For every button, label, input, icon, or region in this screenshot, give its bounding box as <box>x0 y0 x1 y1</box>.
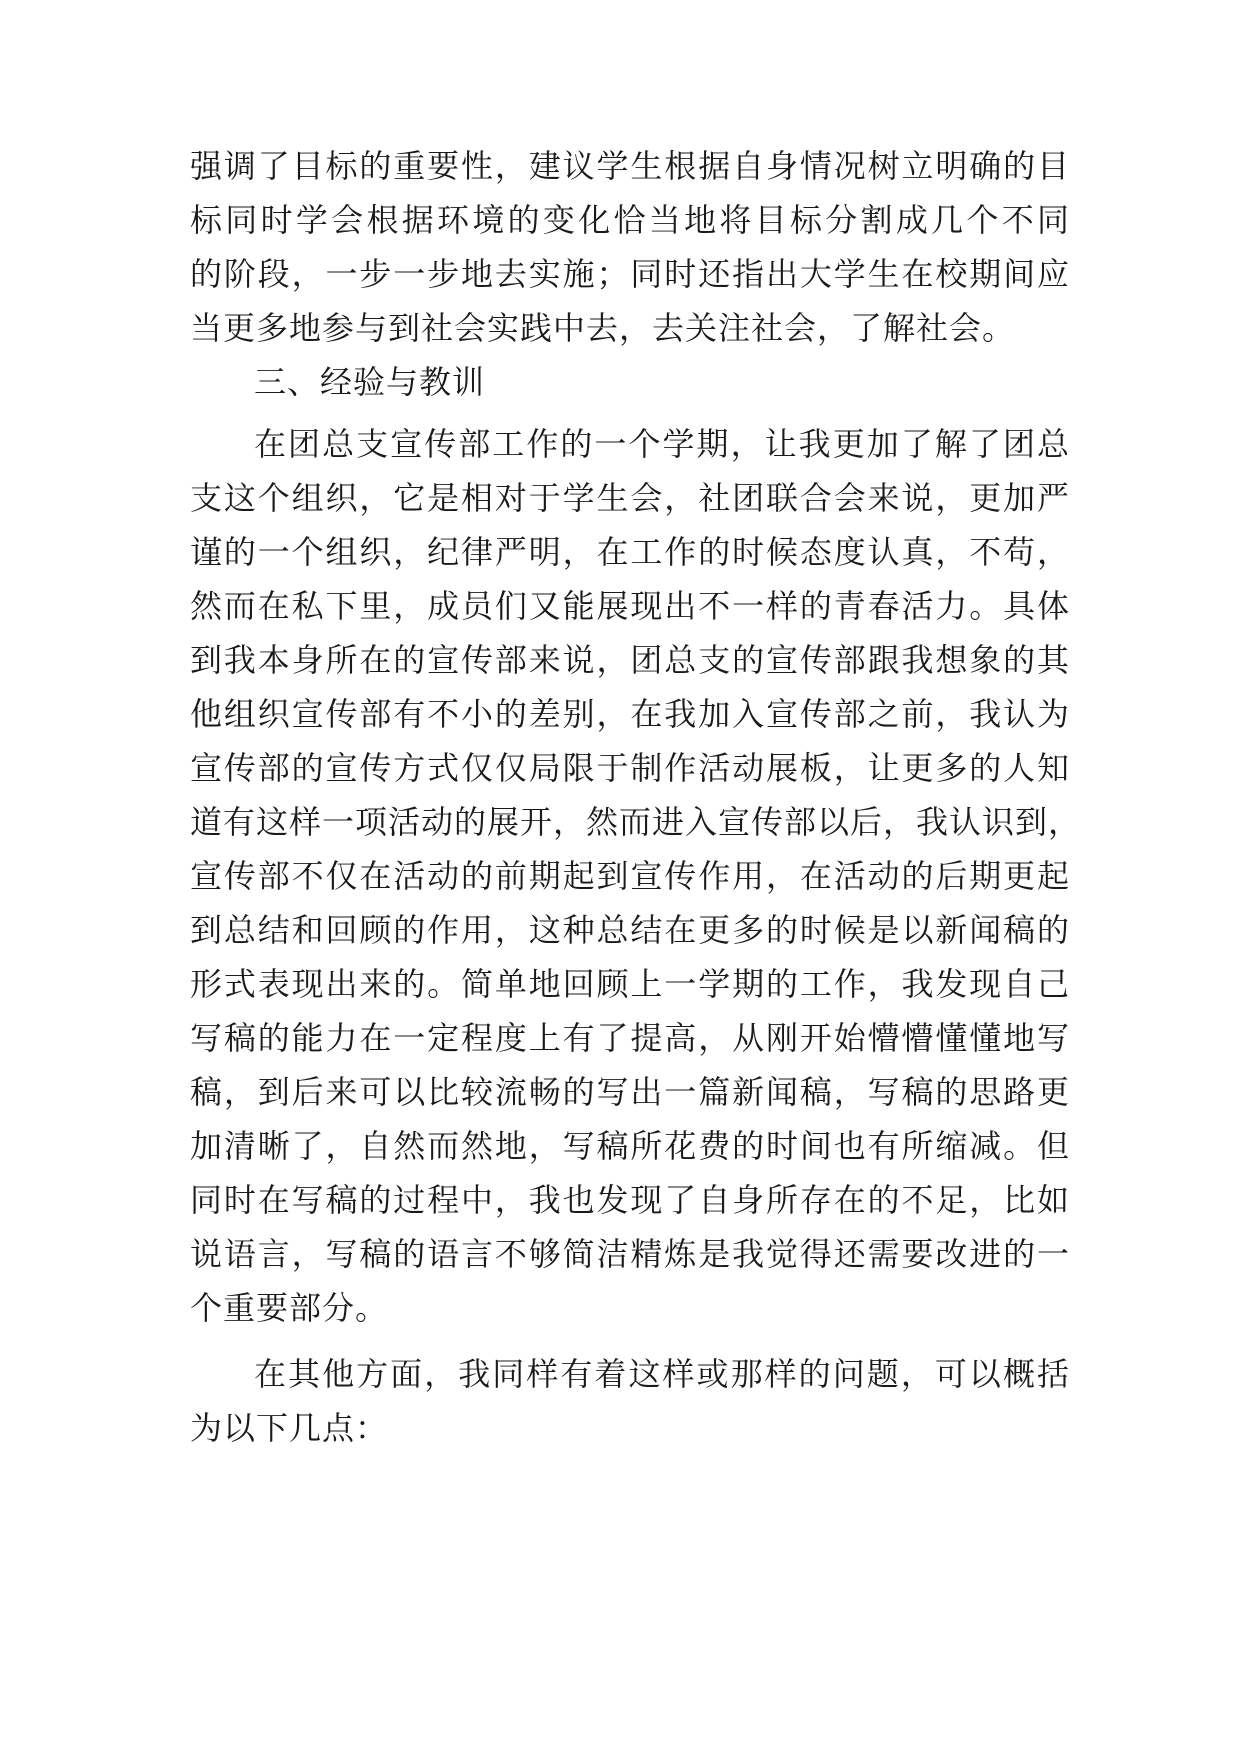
paragraph-line: 写稿的能力在一定程度上有了提高，从刚开始懵懵懂懂地写 <box>190 1019 1070 1057</box>
section-heading: 三、经验与教训 <box>254 363 486 401</box>
paragraph-line: 在团总支宣传部工作的一个学期，让我更加了解了团总 <box>254 425 1070 463</box>
paragraph-line: 同时在写稿的过程中，我也发现了自身所存在的不足，比如 <box>190 1181 1070 1219</box>
paragraph-line: 当更多地参与到社会实践中去，去关注社会，了解社会。 <box>190 309 1016 347</box>
paragraph-line: 加清晰了，自然而然地，写稿所花费的时间也有所缩减。但 <box>190 1127 1070 1165</box>
paragraph-line: 为以下几点： <box>190 1409 389 1447</box>
paragraph-line: 的阶段，一步一步地去实施；同时还指出大学生在校期间应 <box>190 255 1070 293</box>
paragraph-line: 宣传部的宣传方式仅仅局限于制作活动展板，让更多的人知 <box>190 749 1070 787</box>
paragraph-line: 个重要部分。 <box>190 1289 389 1327</box>
paragraph-line: 道有这样一项活动的展开，然而进入宣传部以后，我认识到， <box>190 803 1082 841</box>
paragraph-line: 然而在私下里，成员们又能展现出不一样的青春活力。具体 <box>190 587 1070 625</box>
paragraph-line: 在其他方面，我同样有着这样或那样的问题，可以概括 <box>254 1355 1070 1393</box>
paragraph-line: 到我本身所在的宣传部来说，团总支的宣传部跟我想象的其 <box>190 641 1070 679</box>
paragraph-line: 强调了目标的重要性，建议学生根据自身情况树立明确的目 <box>190 147 1070 185</box>
paragraph-line: 到总结和回顾的作用，这种总结在更多的时候是以新闻稿的 <box>190 911 1070 949</box>
paragraph-line: 标同时学会根据环境的变化恰当地将目标分割成几个不同 <box>190 201 1070 239</box>
paragraph-line: 他组织宣传部有不小的差别，在我加入宣传部之前，我认为 <box>190 695 1070 733</box>
paragraph-line: 谨的一个组织，纪律严明，在工作的时候态度认真，不苟， <box>190 533 1070 571</box>
paragraph-line: 稿，到后来可以比较流畅的写出一篇新闻稿，写稿的思路更 <box>190 1073 1070 1111</box>
paragraph-line: 支这个组织，它是相对于学生会，社团联合会来说，更加严 <box>190 479 1070 517</box>
paragraph-line: 宣传部不仅在活动的前期起到宣传作用，在活动的后期更起 <box>190 857 1070 895</box>
paragraph-line: 形式表现出来的。简单地回顾上一学期的工作，我发现自己 <box>190 965 1070 1003</box>
paragraph-line: 说语言，写稿的语言不够简洁精炼是我觉得还需要改进的一 <box>190 1235 1070 1273</box>
